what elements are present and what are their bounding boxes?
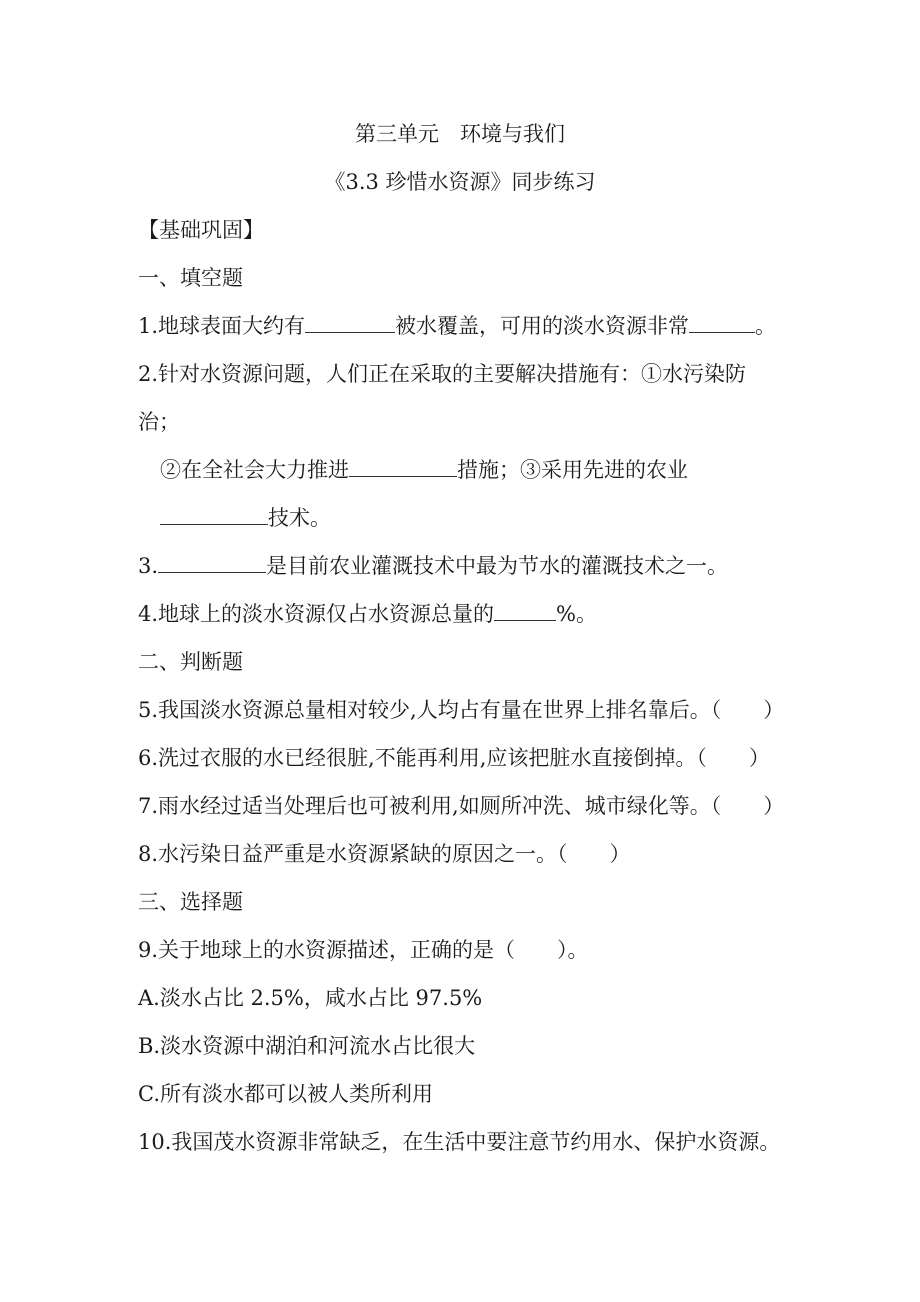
q4-text-a: 4.地球上的淡水资源仅占水资源总量的 xyxy=(138,602,495,626)
q2-blank-2[interactable] xyxy=(160,504,268,525)
q3-text-a: 3. xyxy=(138,554,159,578)
part1-heading: 一、填空题 xyxy=(138,266,243,290)
question-3 xyxy=(138,552,728,580)
q1-text-a: 1.地球表面大约有 xyxy=(138,314,306,338)
q2-text-b: 措施；③采用先进的农业 xyxy=(457,458,688,482)
q3-text-b: 是目前农业灌溉技术中最为节水的灌溉技术之一。 xyxy=(266,554,729,578)
unit-title: 第三单元 环境与我们 xyxy=(355,122,565,146)
question-9-option-a: A.淡水占比 2.5%，咸水占比 97.5% xyxy=(138,986,483,1010)
q4-text-b: %。 xyxy=(556,602,598,626)
question-7: 7.雨水经过适当处理后也可被利用,如厕所冲洗、城市绿化等。（ ） xyxy=(138,794,785,818)
q2-blank-1[interactable] xyxy=(349,456,457,477)
lesson-title: 《3.3 珍惜水资源》同步练习 xyxy=(324,170,596,194)
part2-heading: 二、判断题 xyxy=(138,650,243,674)
section-label: 【基础巩固】 xyxy=(138,218,264,242)
q1-text-b: 被水覆盖，可用的淡水资源非常 xyxy=(395,314,690,338)
q4-blank[interactable] xyxy=(494,600,556,621)
question-10: 10.我国茂水资源非常缺乏，在生活中要注意节约用水、保护水资源。 xyxy=(138,1130,781,1154)
question-2-line-1: 2.针对水资源问题，人们正在采取的主要解决措施有：①水污染防 xyxy=(138,362,747,386)
question-6: 6.洗过衣服的水已经很脏,不能再利用,应该把脏水直接倒掉。（ ） xyxy=(138,746,770,770)
question-2-line-4 xyxy=(160,504,331,532)
q1-blank-1[interactable] xyxy=(305,312,395,333)
question-2-line-3 xyxy=(160,456,688,484)
question-9-option-b: B.淡水资源中湖泊和河流水占比很大 xyxy=(138,1034,476,1058)
question-9-option-c: C.所有淡水都可以被人类所利用 xyxy=(138,1082,433,1106)
q3-blank[interactable] xyxy=(158,552,266,573)
question-5: 5.我国淡水资源总量相对较少,人均占有量在世界上排名靠后。（ ） xyxy=(138,698,785,722)
question-8: 8.水污染日益严重是水资源紧缺的原因之一。（ ） xyxy=(138,842,631,866)
q2-text-c: 技术。 xyxy=(268,506,331,530)
q1-blank-2[interactable] xyxy=(689,312,755,333)
question-9-stem: 9.关于地球上的水资源描述，正确的是（ ）。 xyxy=(138,938,589,962)
part3-heading: 三、选择题 xyxy=(138,890,243,914)
question-4 xyxy=(138,600,597,628)
question-1 xyxy=(138,312,776,340)
q2-text-a: ②在全社会大力推进 xyxy=(160,458,349,482)
question-2-line-2: 治； xyxy=(138,410,180,434)
q1-text-c: 。 xyxy=(755,314,777,338)
